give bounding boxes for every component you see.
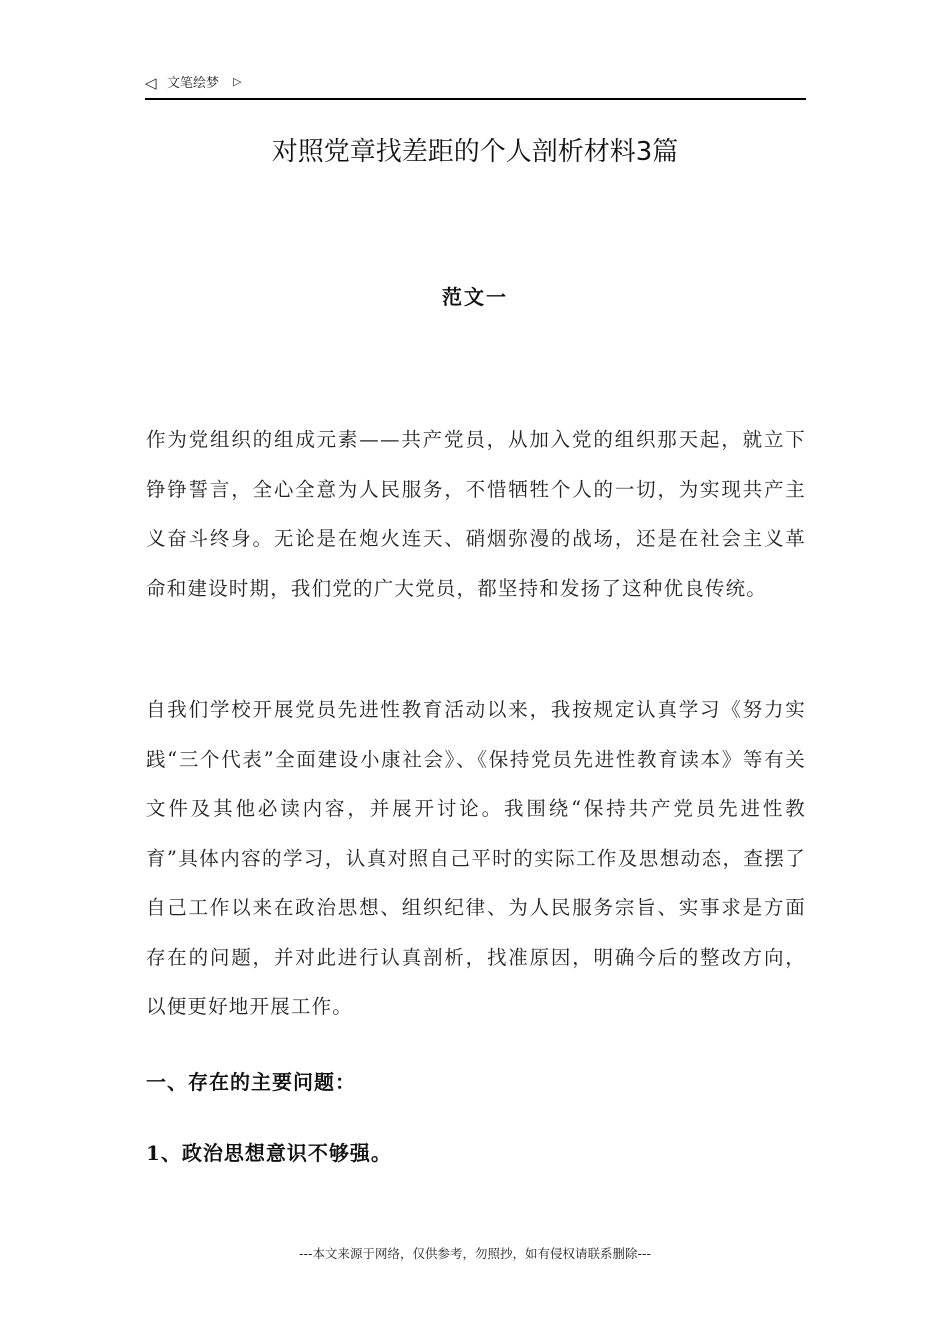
brand-label: 文笔绘梦 <box>167 76 220 91</box>
page-header <box>145 74 806 100</box>
item-heading: 1、政治思想意识不够强。 <box>146 1141 392 1165</box>
document-subtitle: 范文一 <box>442 285 508 309</box>
left-triangle-icon: ◁ <box>145 74 157 92</box>
document-title: 对照党章找差距的个人剖析材料3篇 <box>271 137 679 167</box>
paragraph-2: 自我们学校开展党员先进性教育活动以来，我按规定认真学习《努力实践“三个代表”全面建设小康社会》、《保持党员先进性教育读本》等有关文件及其他必读内容，并展开讨论。我围绕“保持共产党员先进性教育”具体内容的学习，认真对照自己平时的实际工作及思想动态，查摆了自己工作以来在政治思想、组织纪律、为人民服务宗旨、实事求是方面存在的问题，并对此进行认真剖析，找准原因，明确今后的整改方向，以便更好地开展工作。 <box>146 698 806 1018</box>
right-triangle-icon: ▷ <box>233 75 242 88</box>
footer-notice: ---本文来源于网络，仅供参考，勿照抄，如有侵权请联系删除--- <box>298 1246 652 1261</box>
paragraph-1: 作为党组织的组成元素——共产党员，从加入党的组织那天起，就立下铮铮誓言，全心全意为人民服务，不惜牺牲个人的一切，为实现共产主义奋斗终身。无论是在炮火连天、硝烟弥漫的战场，还是在社会主义革命和建设时期，我们党的广大党员，都坚持和发扬了这种优良传统。 <box>146 428 806 600</box>
section-heading: 一、存在的主要问题： <box>146 1070 356 1094</box>
